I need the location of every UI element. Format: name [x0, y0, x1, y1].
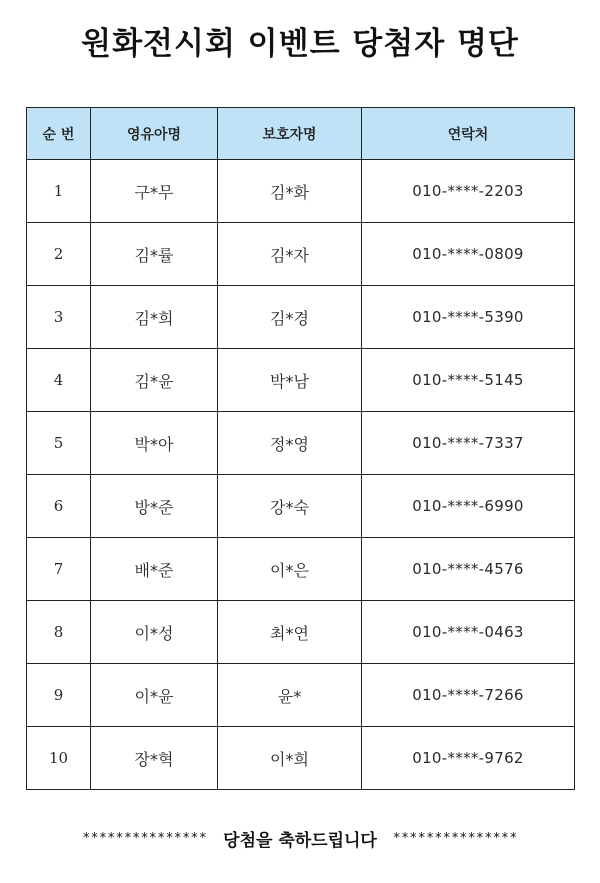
guardian-name: 이*희 — [218, 727, 362, 790]
table-row — [27, 727, 575, 790]
winners-table — [26, 107, 575, 790]
contact-phone: 010-****-5390 — [362, 286, 575, 349]
contact-phone: 010-****-0463 — [362, 601, 575, 664]
row-number: 8 — [27, 601, 91, 664]
contact-phone: 010-****-4576 — [362, 538, 575, 601]
row-number: 9 — [27, 664, 91, 727]
header-number: 순 번 — [27, 108, 91, 160]
child-name: 이*성 — [91, 601, 218, 664]
guardian-name: 박*남 — [218, 349, 362, 412]
table-row — [27, 664, 575, 727]
contact-phone: 010-****-6990 — [362, 475, 575, 538]
child-name: 장*혁 — [91, 727, 218, 790]
guardian-name: 이*은 — [218, 538, 362, 601]
header-contact: 연락처 — [362, 108, 575, 160]
row-number: 7 — [27, 538, 91, 601]
table-row — [27, 475, 575, 538]
row-number: 5 — [27, 412, 91, 475]
table-row — [27, 538, 575, 601]
contact-phone: 010-****-9762 — [362, 727, 575, 790]
guardian-name: 최*연 — [218, 601, 362, 664]
child-name: 배*준 — [91, 538, 218, 601]
child-name: 이*윤 — [91, 664, 218, 727]
child-name: 박*아 — [91, 412, 218, 475]
guardian-name: 강*숙 — [218, 475, 362, 538]
star-divider-right: *************** — [392, 831, 518, 846]
row-number: 1 — [27, 160, 91, 223]
header-child-name: 영유아명 — [91, 108, 218, 160]
guardian-name: 정*영 — [218, 412, 362, 475]
table-row — [27, 349, 575, 412]
child-name: 김*희 — [91, 286, 218, 349]
contact-phone: 010-****-7337 — [362, 412, 575, 475]
child-name: 방*준 — [91, 475, 218, 538]
contact-phone: 010-****-7266 — [362, 664, 575, 727]
contact-phone: 010-****-5145 — [362, 349, 575, 412]
guardian-name: 김*자 — [218, 223, 362, 286]
congratulations-banner — [0, 826, 600, 851]
header-guardian-name: 보호자명 — [218, 108, 362, 160]
page-title: 원화전시회 이벤트 당첨자 명단 — [81, 26, 519, 62]
row-number: 4 — [27, 349, 91, 412]
child-name: 김*윤 — [91, 349, 218, 412]
row-number: 3 — [27, 286, 91, 349]
row-number: 6 — [27, 475, 91, 538]
table-row — [27, 160, 575, 223]
child-name: 김*률 — [91, 223, 218, 286]
row-number: 2 — [27, 223, 91, 286]
guardian-name: 김*경 — [218, 286, 362, 349]
table-row — [27, 412, 575, 475]
star-divider-left: *************** — [82, 831, 208, 846]
table-row — [27, 286, 575, 349]
contact-phone: 010-****-2203 — [362, 160, 575, 223]
guardian-name: 윤* — [218, 664, 362, 727]
table-row — [27, 223, 575, 286]
table-row — [27, 601, 575, 664]
table-header-row — [27, 108, 575, 160]
child-name: 구*무 — [91, 160, 218, 223]
row-number: 10 — [27, 727, 91, 790]
contact-phone: 010-****-0809 — [362, 223, 575, 286]
guardian-name: 김*화 — [218, 160, 362, 223]
congratulations-message: 당첨을 축하드립니다 — [223, 831, 377, 851]
